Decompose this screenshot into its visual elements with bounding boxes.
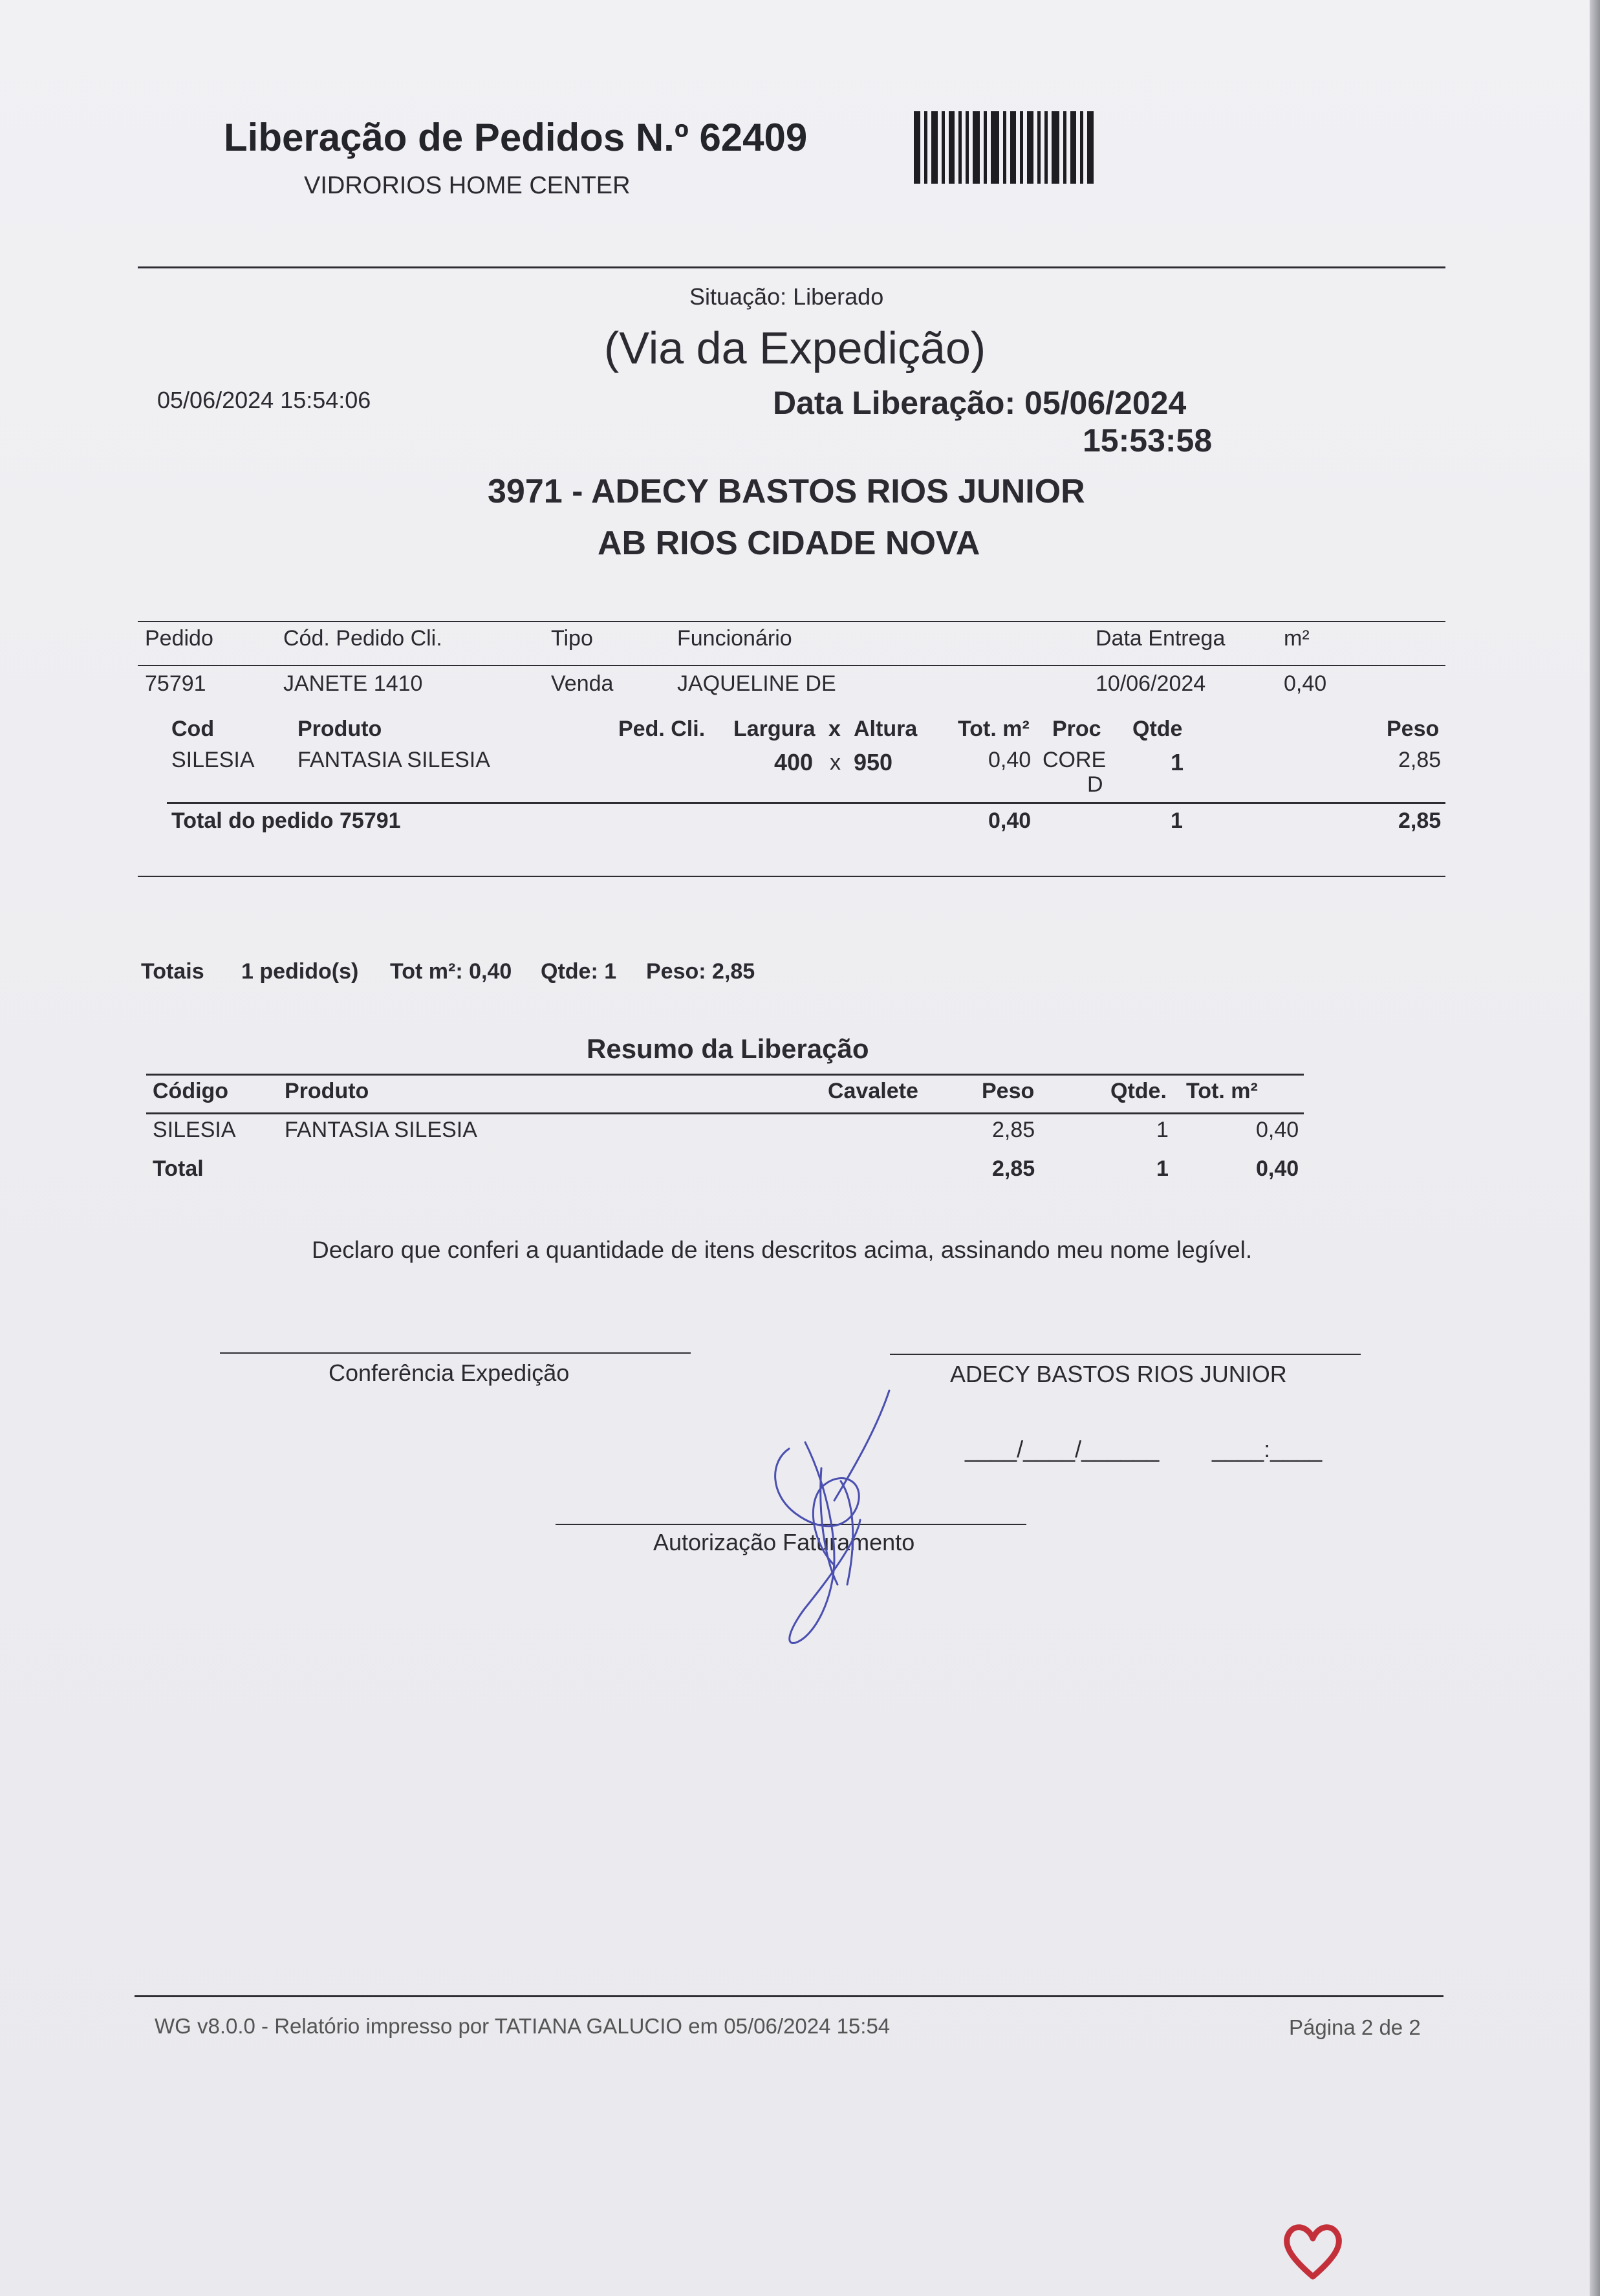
item-tot-m2: 0,40 (988, 748, 1032, 772)
resumo-header-qtde: Qtde. (1110, 1079, 1167, 1103)
item-header-ped-cli: Ped. Cli. (618, 717, 706, 741)
footer-rule (135, 1995, 1443, 1997)
footer-printed-by: WG v8.0.0 - Relatório impresso por TATIANA GALUCIO em 05/06/2024 15:54 (155, 2014, 891, 2038)
order-total-m2: 0,40 (988, 808, 1032, 833)
col-header-data-entrega: Data Entrega (1096, 626, 1226, 651)
heart-mark-icon (1277, 2215, 1348, 2286)
order-table-header-rule (138, 665, 1445, 666)
item-header-tot-m2: Tot. m² (958, 717, 1030, 741)
via-expedicao: (Via da Expedição) (604, 323, 986, 373)
resumo-produto: FANTASIA SILESIA (285, 1118, 477, 1142)
col-header-m2: m² (1284, 626, 1310, 651)
col-header-tipo: Tipo (551, 626, 593, 651)
page-edge-shadow (1590, 0, 1600, 2296)
item-produto: FANTASIA SILESIA (297, 748, 490, 772)
item-header-cod: Cod (171, 717, 215, 741)
time-blank: ____:____ (1212, 1436, 1323, 1462)
resumo-header-rule (146, 1112, 1304, 1114)
item-altura: 950 (854, 749, 893, 775)
order-total-label: Total do pedido 75791 (171, 808, 401, 833)
header-divider (138, 266, 1445, 268)
conferencia-signature-line (220, 1352, 691, 1354)
item-peso: 2,85 (1398, 748, 1442, 772)
resumo-header-cavalete: Cavalete (828, 1079, 918, 1103)
item-proc: CORE (1043, 748, 1107, 772)
resumo-total-label: Total (153, 1156, 204, 1181)
order-cod-pedido-cli: JANETE 1410 (283, 671, 423, 696)
order-tipo: Venda (551, 671, 614, 696)
document-title: Liberação de Pedidos N.º 62409 (224, 116, 808, 159)
item-largura: 400 (774, 749, 814, 775)
item-cod: SILESIA (171, 748, 255, 772)
resumo-header-tot-m2: Tot. m² (1186, 1079, 1258, 1103)
order-table-top-rule (138, 621, 1445, 622)
resumo-top-rule (146, 1074, 1304, 1076)
conferencia-label: Conferência Expedição (329, 1359, 570, 1386)
footer-page-number: Página 2 de 2 (1289, 2015, 1421, 2039)
resumo-total-qtde: 1 (1156, 1156, 1169, 1181)
client-name: 3971 - ADECY BASTOS RIOS JUNIOR (488, 473, 1085, 510)
resumo-title: Resumo da Liberação (587, 1034, 869, 1064)
resumo-header-codigo: Código (153, 1079, 229, 1103)
resumo-header-peso: Peso (982, 1079, 1035, 1103)
client-store: AB RIOS CIDADE NOVA (598, 525, 980, 562)
handwritten-signature (744, 1391, 938, 1662)
item-proc-cont: D (1087, 772, 1103, 797)
barcode-icon (914, 111, 1097, 184)
totals-qtde: Qtde: 1 (541, 959, 617, 984)
order-funcionario: JAQUELINE DE (677, 671, 836, 696)
col-header-pedido: Pedido (145, 626, 213, 651)
resumo-header-produto: Produto (285, 1079, 369, 1103)
col-header-cod-pedido-cli: Cód. Pedido Cli. (283, 626, 442, 651)
totals-label: Totais (141, 959, 204, 984)
totals-pedidos: 1 pedido(s) (241, 959, 359, 984)
totals-peso: Peso: 2,85 (646, 959, 755, 984)
item-header-proc: Proc (1052, 717, 1101, 741)
order-total-peso: 2,85 (1398, 808, 1442, 833)
item-x: x (830, 750, 841, 775)
declaration-text: Declaro que conferi a quantidade de itens descritos acima, assinando meu nome legível. (312, 1237, 1253, 1263)
item-header-peso: Peso (1387, 717, 1440, 741)
resumo-total-peso: 2,85 (992, 1156, 1035, 1181)
situacao-label: Situação: Liberado (689, 283, 884, 310)
data-liberacao-time: 15:53:58 (1083, 422, 1213, 459)
resumo-total-tot-m2: 0,40 (1256, 1156, 1299, 1181)
item-header-x: x (828, 717, 841, 741)
totals-m2: Tot m²: 0,40 (390, 959, 512, 984)
resumo-tot-m2: 0,40 (1256, 1118, 1299, 1142)
item-qtde: 1 (1171, 749, 1184, 775)
data-liberacao: Data Liberação: 05/06/2024 (773, 385, 1187, 421)
company-name: VIDRORIOS HOME CENTER (304, 172, 631, 199)
date-blank: ____/____/______ (965, 1436, 1160, 1462)
printed-datetime: 05/06/2024 15:54:06 (157, 387, 371, 413)
order-total-rule (167, 802, 1445, 804)
resumo-codigo: SILESIA (153, 1118, 236, 1142)
order-pedido: 75791 (145, 671, 206, 696)
resumo-peso: 2,85 (992, 1118, 1035, 1142)
order-total-qtde: 1 (1171, 808, 1183, 833)
item-header-qtde: Qtde (1132, 717, 1183, 741)
item-header-largura: Largura (733, 717, 816, 741)
col-header-funcionario: Funcionário (677, 626, 792, 651)
order-table-bottom-rule (138, 876, 1445, 877)
cliente-signature-line (890, 1354, 1361, 1355)
item-header-altura: Altura (854, 717, 918, 741)
cliente-signature-name: ADECY BASTOS RIOS JUNIOR (950, 1361, 1287, 1387)
item-header-produto: Produto (297, 717, 382, 741)
order-m2: 0,40 (1284, 671, 1327, 696)
order-data-entrega: 10/06/2024 (1096, 671, 1206, 696)
autorizacao-label: Autorização Faturamento (653, 1529, 915, 1555)
resumo-qtde: 1 (1156, 1118, 1169, 1142)
